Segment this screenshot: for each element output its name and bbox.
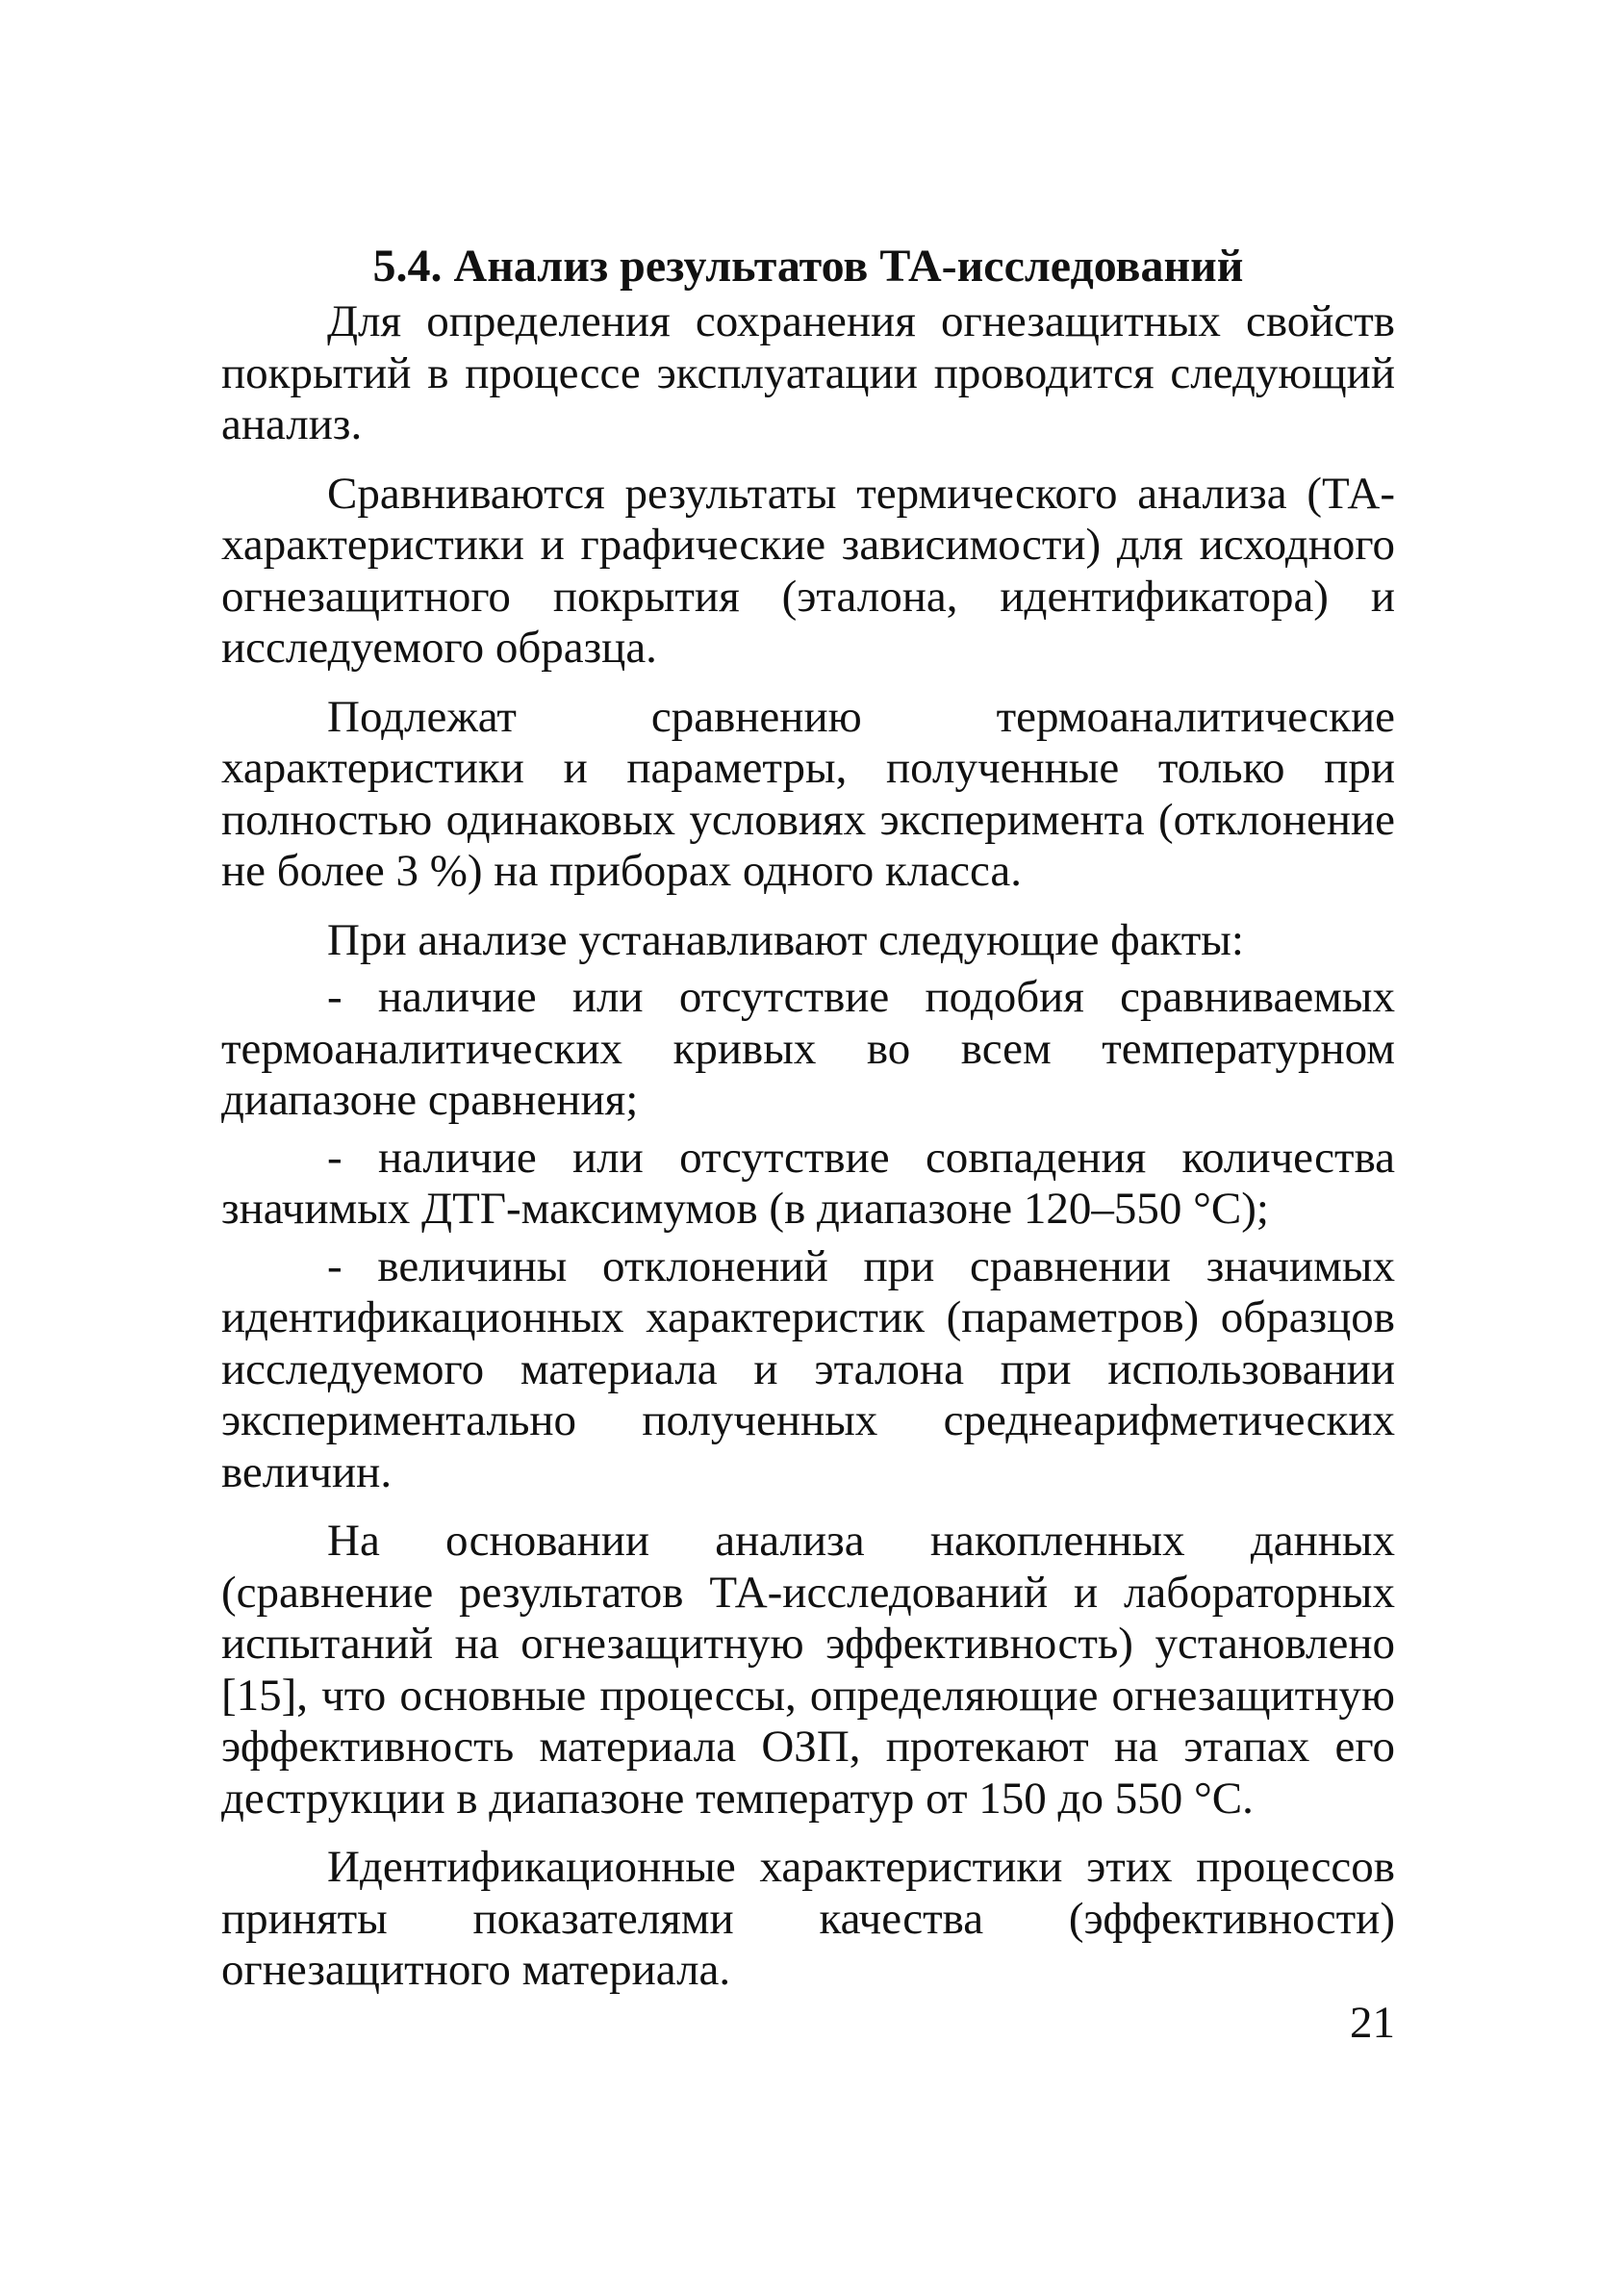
text-block <box>221 239 1395 2014</box>
list-item-similarity: - наличие или отсутствие подобия сравниваемых термоаналитических кривых во всем температурном диапазоне сравнения; <box>221 972 1395 1125</box>
paragraph-conditions: Подлежат сравнению термоаналитические характеристики и параметры, полученные только при полностью одинаковых условиях эксперимента (отклонение не более 3 %) на приборах одного класса. <box>221 691 1395 896</box>
paragraph-findings: На основании анализа накопленных данных (сравнение результатов ТА-исследований и лабораторных испытаний на огнезащитную эффективность) установлено [15], что основные процессы, определяющие огнезащитную эффективность материала ОЗП, протекают на этапах его деструкции в диапазоне температур от 150 до 550 °С. <box>221 1516 1395 1824</box>
page-number: 21 <box>1350 1998 1395 2048</box>
paragraph-facts-intro: При анализе устанавливают следующие факты: <box>327 914 1244 965</box>
paragraph-intro: Для определения сохранения огнезащитных свойств покрытий в процессе эксплуатации проводится следующий анализ. <box>221 296 1395 449</box>
list-item-deviations: - величины отклонений при сравнении значимых идентификационных характеристик (параметров) образцов исследуемого материала и эталона при использовании экспериментально полученных среднеарифметических величин. <box>221 1240 1395 1497</box>
section-heading: 5.4. Анализ результатов ТА-исследований <box>372 241 1244 292</box>
list-item-dtg-maxima: - наличие или отсутствие совпадения количества значимых ДТГ-максимумов (в диапазоне 120–550 °С); <box>221 1132 1395 1234</box>
paragraph-indicators: Идентификационные характеристики этих процессов приняты показателями качества (эффективности) огнезащитного материала. <box>221 1842 1395 1995</box>
paragraph-comparison: Сравниваются результаты термического анализа (ТА-характеристики и графические зависимости) для исходного огнезащитного покрытия (эталона, идентификатора) и исследуемого образца. <box>221 468 1395 673</box>
